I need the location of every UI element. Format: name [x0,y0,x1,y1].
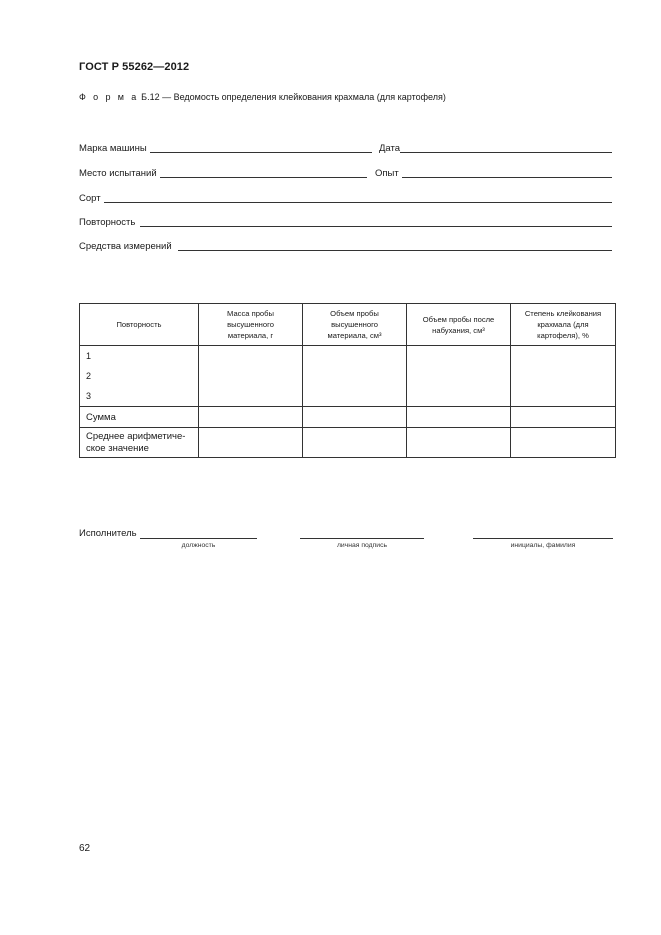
row-label-1: 1 [86,351,92,361]
signature-caption: личная подпись [336,542,388,549]
experiment-field[interactable] [402,177,612,178]
measurements-table [79,303,616,458]
repetition-label: Повторность [79,217,136,228]
table-row-sum [80,407,616,428]
position-caption: должность [181,542,216,549]
header-swollen-volume: Объем пробы после набухания, см³ [407,304,511,346]
table-cell-avg-3[interactable] [407,428,511,458]
variety-label: Сорт [79,193,101,204]
table-cell-swollen-volume[interactable] [407,346,511,407]
form-title [79,92,446,102]
form-prefix: Ф о р м а [79,92,139,102]
row-label-3: 3 [86,391,92,401]
table-cell-dry-volume[interactable] [303,346,407,407]
header-repetition: Повторность [80,304,199,346]
date-label: Дата [379,143,401,154]
machine-brand-field[interactable] [150,152,372,153]
variety-field[interactable] [104,202,612,203]
signature-field[interactable] [300,538,424,539]
test-place-label: Место испытаний [79,168,157,179]
standard-number: ГОСТ Р 55262—2012 [79,61,190,73]
header-gelatinization-degree: Степень клейкования крахмала (для картофеля), % [511,304,616,346]
test-place-field[interactable] [160,177,367,178]
header-dry-mass: Масса пробы высушенного материала, г [199,304,303,346]
experiment-label: Опыт [375,168,399,179]
page-number: 62 [79,843,91,854]
repetition-labels-cell [80,346,199,407]
form-title-text: Б.12 — Ведомость определения клейкования крахмала (для картофеля) [138,92,446,102]
table-cell-degree[interactable] [511,346,616,407]
repetition-field[interactable] [140,226,612,227]
table-cell-avg-1[interactable] [199,428,303,458]
machine-brand-label: Марка машины [79,143,147,154]
name-field[interactable] [473,538,613,539]
table-cell-dry-mass[interactable] [199,346,303,407]
executor-label: Исполнитель [79,528,137,539]
table-row-average [80,428,616,458]
table-row-repetitions [80,346,616,407]
instruments-field[interactable] [178,250,612,251]
table-header-row [80,304,616,346]
position-field[interactable] [140,538,257,539]
table-cell-sum-4[interactable] [511,407,616,428]
table-cell-sum-1[interactable] [199,407,303,428]
table-cell-sum-3[interactable] [407,407,511,428]
average-label: Среднее арифметиче- ское значение [80,428,199,458]
table-cell-sum-2[interactable] [303,407,407,428]
instruments-label: Средства измерений [79,241,172,252]
row-label-2: 2 [86,371,92,381]
table-cell-avg-4[interactable] [511,428,616,458]
table-cell-avg-2[interactable] [303,428,407,458]
header-dry-volume: Объем пробы высушенного материала, см³ [303,304,407,346]
name-caption: инициалы, фамилия [510,542,576,549]
date-field[interactable] [400,152,612,153]
sum-label: Сумма [80,407,199,428]
